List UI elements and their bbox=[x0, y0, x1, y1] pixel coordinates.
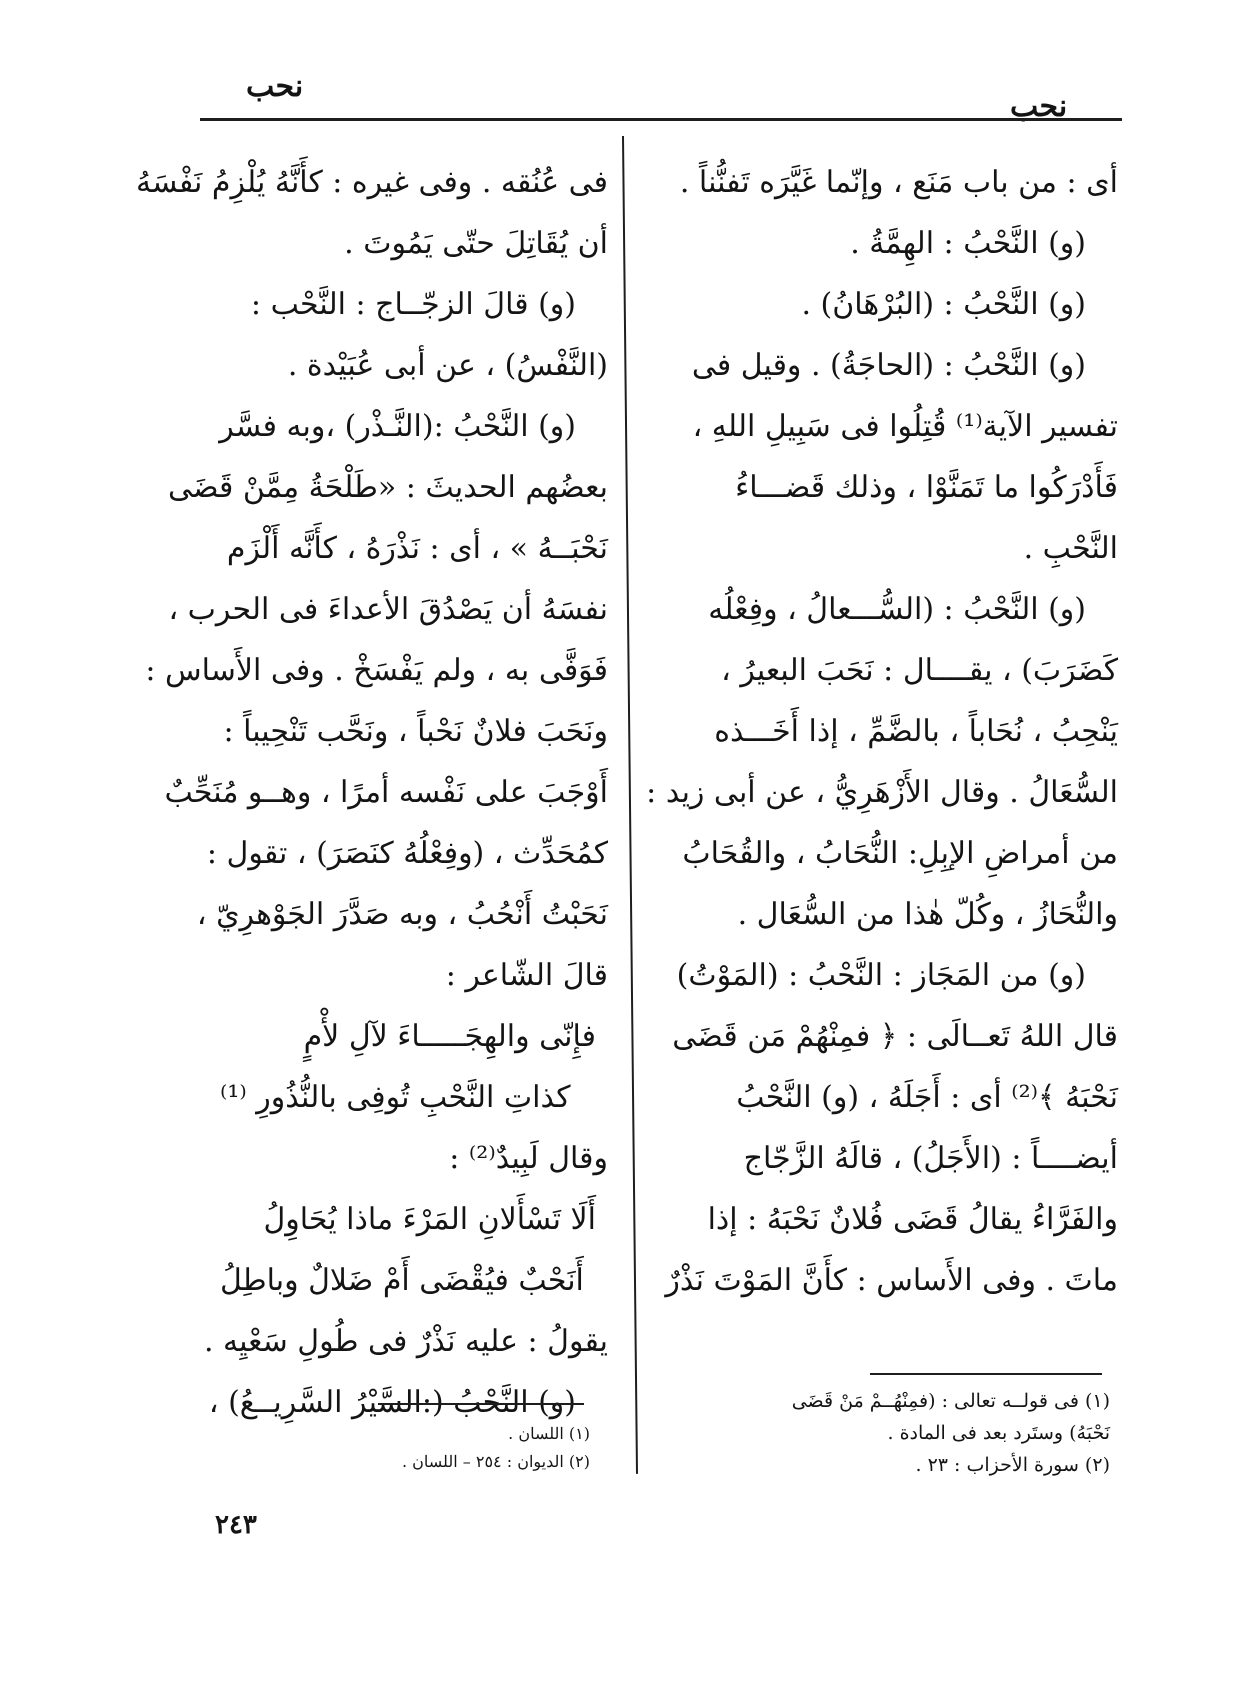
poem-hemistich: أَلَا تَسْأَلانِ المَرْءَ ماذا يُحَاوِلُ bbox=[263, 1202, 596, 1237]
text-line: ماتَ . وفى الأَساس : كأَنَّ المَوْتَ نَذْرٌ bbox=[665, 1263, 1118, 1298]
text-line: نَحْبَهُ ﴾⁽²⁾ أى : أَجَلَهُ ، (و) النَّحْبُ bbox=[736, 1080, 1118, 1115]
text-line: (و) النَّحْبُ (:السَّيْرُ السَّرِيــعُ) ، bbox=[208, 1385, 576, 1420]
text-line: فَوَفَّى به ، ولم يَفْسَخْ . وفى الأَساس : bbox=[145, 653, 608, 688]
text-line: وقال لَبِيدٌ⁽²⁾ : bbox=[449, 1141, 608, 1176]
text-line: كمُحَدِّث ، (وفِعْلُهُ كنَصَرَ) ، تقول : bbox=[206, 836, 608, 871]
text-line: نَحَبْتُ أَنْحُبُ ، وبه صَدَّرَ الجَوْهرِيّ ، bbox=[196, 897, 608, 932]
poem-hemistich: فإِنّى والهِجَـــــاءَ لآلِ لأْمٍ bbox=[303, 1019, 596, 1054]
footnote-rule-right bbox=[870, 1373, 1102, 1375]
text-line: يقولُ : عليه نَذْرٌ فى طُولِ سَعْيِه . bbox=[203, 1324, 608, 1359]
text-line: والنُّحَازُ ، وكُلّ هٰذا من السُّعَال . bbox=[737, 897, 1118, 932]
footnote: (١) اللسان . bbox=[508, 1424, 590, 1443]
text-line: فى عُنُقه . وفى غيره : كأَنَّهُ يُلْزِمُ نَفْسَهُ bbox=[136, 165, 608, 200]
text-line: (و) النَّحْبُ : الهِمَّةُ . bbox=[850, 226, 1086, 261]
text-line: (و) النَّحْبُ : (البُرْهَانُ) . bbox=[801, 287, 1086, 322]
footnotes-right bbox=[700, 1385, 1110, 1481]
right-column bbox=[648, 152, 1118, 1311]
text-line: السُّعَالُ . وقال الأَزْهَرِيُّ ، عن أبى زيد : bbox=[646, 775, 1118, 810]
text-line: أَوْجَبَ على نَفْسه أمرًا ، وهــو مُنَحِّبٌ bbox=[164, 775, 608, 810]
footnote-rule-left bbox=[378, 1403, 584, 1405]
text-line: قال اللهُ تَعــالَى : ﴿ فمِنْهُمْ مَن قَضَى bbox=[672, 1019, 1118, 1054]
text-line: أن يُقَاتِلَ حتّى يَمُوتَ . bbox=[344, 226, 608, 261]
text-line: (و) النَّحْبُ : (الحاجَةُ) . وقيل فى bbox=[691, 348, 1086, 383]
column-divider bbox=[622, 136, 638, 1474]
footnote: (١) فى قولــه تعالى : (فمِنْهُــمْ مَنْ قَضَى bbox=[791, 1390, 1110, 1412]
text-line: (و) من المَجَاز : النَّحْبُ : (المَوْتُ) bbox=[676, 958, 1086, 993]
footnote: (٢) الديوان : ٢٥٤ – اللسان . bbox=[401, 1452, 590, 1471]
text-line: كَضَرَبَ) ، يقــــال : نَحَبَ البعيرُ ، bbox=[721, 653, 1118, 688]
footnote: نَحْبَهُ) وستَرد بعد فى المادة . bbox=[887, 1422, 1110, 1444]
text-line: والفَرَّاءُ يقالُ قَضَى فُلانٌ نَحْبَهُ : إذا bbox=[707, 1202, 1118, 1237]
poem-hemistich: كذاتِ النَّحْبِ تُوفِى بالنُّذُورِ ⁽¹⁾ bbox=[220, 1080, 571, 1115]
running-head-left: نحب bbox=[246, 69, 304, 104]
text-line: (و) النَّحْبُ :(النَّـذْر) ،وبه فسَّر bbox=[219, 409, 576, 444]
footnotes-left bbox=[300, 1420, 590, 1476]
text-line: من أمراضِ الإبِلِ: النُّحَابُ ، والقُحَابُ bbox=[682, 836, 1118, 871]
text-line: (النَّفْسُ) ، عن أبى عُبَيْدة . bbox=[287, 348, 608, 383]
text-line: قالَ الشّاعر : bbox=[445, 958, 608, 993]
footnote: (٢) سورة الأحزاب : ٢٣ . bbox=[915, 1454, 1110, 1476]
poem-hemistich: أَنَحْبٌ فيُقْضَى أَمْ ضَلالٌ وباطِلُ bbox=[220, 1263, 584, 1298]
text-line: نَحْبَــهُ » ، أى : نَذْرَهُ ، كأَنَّه أَلْزَم bbox=[226, 531, 608, 566]
text-line: بعضُهم الحديثَ : «طَلْحَةُ مِمَّنْ قَضَى bbox=[167, 470, 608, 505]
page-number: ٢٤٣ bbox=[215, 1510, 257, 1540]
text-line: أيضــــاً : (الأَجَلُ) ، قالَهُ الزَّجّاج bbox=[743, 1141, 1118, 1176]
text-line: (و) النَّحْبُ : (السُّـــعالُ ، وفِعْلُه bbox=[708, 592, 1086, 627]
text-line: تفسير الآية⁽¹⁾ قُتِلُوا فى سَبِيلِ اللهِ ، bbox=[692, 409, 1118, 444]
header-rule bbox=[200, 118, 1122, 121]
text-line: النَّحْبِ . bbox=[1023, 531, 1118, 566]
text-line: ونَحَبَ فلانٌ نَحْباً ، ونَحَّب تَنْحِيباً : bbox=[223, 714, 608, 749]
text-line: يَنْحِبُ ، نُحَاباً ، بالضَّمِّ ، إذا أَخَـــذه bbox=[714, 714, 1118, 749]
text-line: أى : من باب مَنَع ، وإنّما غَيَّرَه تَفنُّناً . bbox=[679, 165, 1118, 200]
text-line: نفسَهُ أن يَصْدُقَ الأعداءَ فى الحرب ، bbox=[168, 592, 608, 627]
running-head-right: نحب bbox=[1010, 89, 1068, 124]
left-column bbox=[136, 152, 608, 1433]
text-line: (و) قالَ الزجّــاج : النَّحْب : bbox=[250, 287, 576, 322]
text-line: فَأَدْرَكُوا ما تَمَنَّوْا ، وذلك قَضـــاءُ bbox=[735, 470, 1118, 505]
